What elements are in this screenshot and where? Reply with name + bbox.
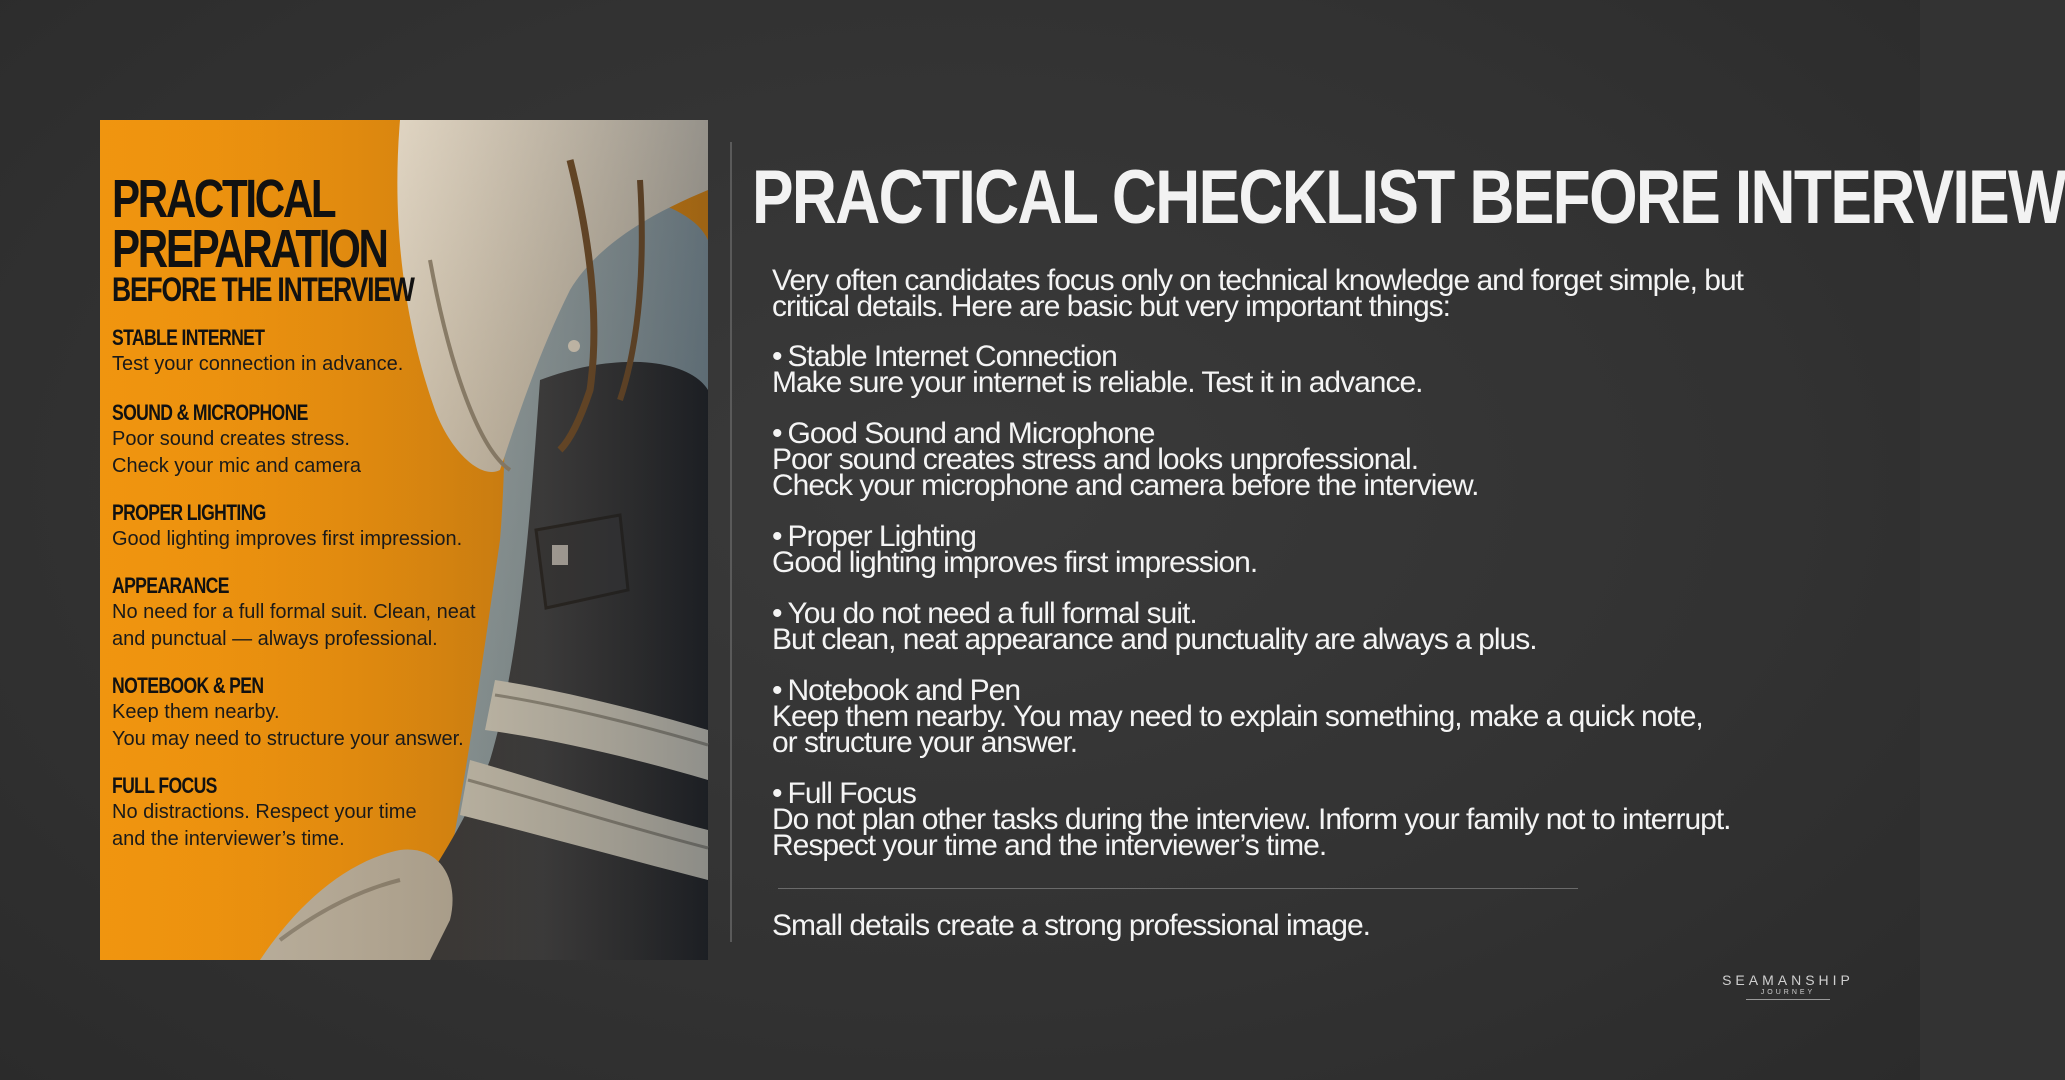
poster-item-focus (112, 773, 532, 853)
logo-underline (1746, 999, 1830, 1000)
checklist-point-notebook (772, 674, 1832, 759)
bullet-icon: • (772, 597, 782, 630)
poster-item-sound (112, 400, 532, 480)
poster-title: PREPARATION (112, 219, 387, 279)
point-text: Good lighting improves first impression. (772, 546, 1258, 579)
logo-subtext: JOURNEY (1760, 989, 1816, 996)
point-text: Make sure your internet is reliable. Test it in advance. (772, 366, 1423, 399)
bullet-icon: • (772, 520, 782, 553)
checklist-point-appearance (772, 597, 1832, 656)
poster-item-text: and punctual — always professional. (112, 628, 438, 650)
bullet-icon: • (772, 674, 782, 707)
point-text: Poor sound creates stress and looks unprofessional. (772, 443, 1419, 476)
logo-wordmark: SEAMANSHIP (1722, 972, 1854, 988)
poster-item-text: Keep them nearby. (112, 701, 280, 723)
bullet-icon: • (772, 340, 782, 373)
checklist-point-internet (772, 340, 1832, 399)
brand-logo (1708, 972, 1868, 1000)
poster-item-title: PROPER LIGHTING (112, 500, 266, 525)
poster-item-text: You may need to structure your answer. (112, 728, 464, 750)
point-heading: Full Focus (787, 777, 916, 810)
point-text: or structure your answer. (772, 726, 1078, 759)
intro-paragraph (772, 264, 1832, 323)
poster-item-internet (112, 325, 532, 378)
poster-item-notebook (112, 673, 532, 753)
poster-item-text: and the interviewer’s time. (112, 828, 345, 850)
checklist-point-focus (772, 777, 1832, 862)
poster-item-title: FULL FOCUS (112, 773, 217, 798)
horizontal-divider (778, 888, 1578, 889)
poster-item-text: Good lighting improves first impression. (112, 528, 463, 550)
checklist-point-sound (772, 417, 1832, 502)
point-text: Keep them nearby. You may need to explain something, make a quick note, (772, 700, 1703, 733)
point-heading: Notebook and Pen (787, 674, 1021, 707)
poster-item-text: Test your connection in advance. (112, 353, 404, 375)
poster-subtitle: BEFORE THE INTERVIEW (112, 271, 414, 309)
vertical-divider (730, 142, 732, 942)
point-heading: You do not need a full formal suit. (787, 597, 1197, 630)
point-heading: Good Sound and Microphone (787, 417, 1155, 450)
poster-image (100, 120, 708, 960)
bullet-icon: • (772, 777, 782, 810)
poster-text (100, 120, 708, 960)
intro-line: critical details. Here are basic but very important things: (772, 290, 1450, 323)
poster-item-lighting (112, 500, 532, 553)
poster-item-text: Check your mic and camera (112, 455, 361, 477)
bullet-icon: • (772, 417, 782, 450)
checklist-content (772, 264, 1832, 884)
point-text: Respect your time and the interviewer’s time. (772, 829, 1327, 862)
poster-item-text: No need for a full formal suit. Clean, neat (112, 601, 476, 623)
page-title: PRACTICAL CHECKLIST BEFORE INTERVIEW (752, 155, 2065, 240)
checklist-point-lighting (772, 520, 1832, 579)
poster-title: PRACTICAL (112, 169, 335, 229)
poster-item-title: NOTEBOOK & PEN (112, 673, 264, 698)
point-heading: Proper Lighting (787, 520, 976, 553)
point-text: Check your microphone and camera before the interview. (772, 469, 1479, 502)
point-text: Do not plan other tasks during the interview. Inform your family not to interrupt. (772, 803, 1731, 836)
poster-item-text: Poor sound creates stress. (112, 428, 350, 450)
point-text: But clean, neat appearance and punctuality are always a plus. (772, 623, 1537, 656)
poster-item-title: SOUND & MICROPHONE (112, 400, 308, 425)
poster-item-title: STABLE INTERNET (112, 325, 265, 350)
poster-item-title: APPEARANCE (112, 573, 229, 598)
intro-line: Very often candidates focus only on technical knowledge and forget simple, but (772, 264, 1743, 297)
poster-item-appearance (112, 573, 532, 653)
point-heading: Stable Internet Connection (787, 340, 1117, 373)
closing-statement: Small details create a strong professional image. (772, 909, 1370, 942)
poster-item-text: No distractions. Respect your time (112, 801, 417, 823)
